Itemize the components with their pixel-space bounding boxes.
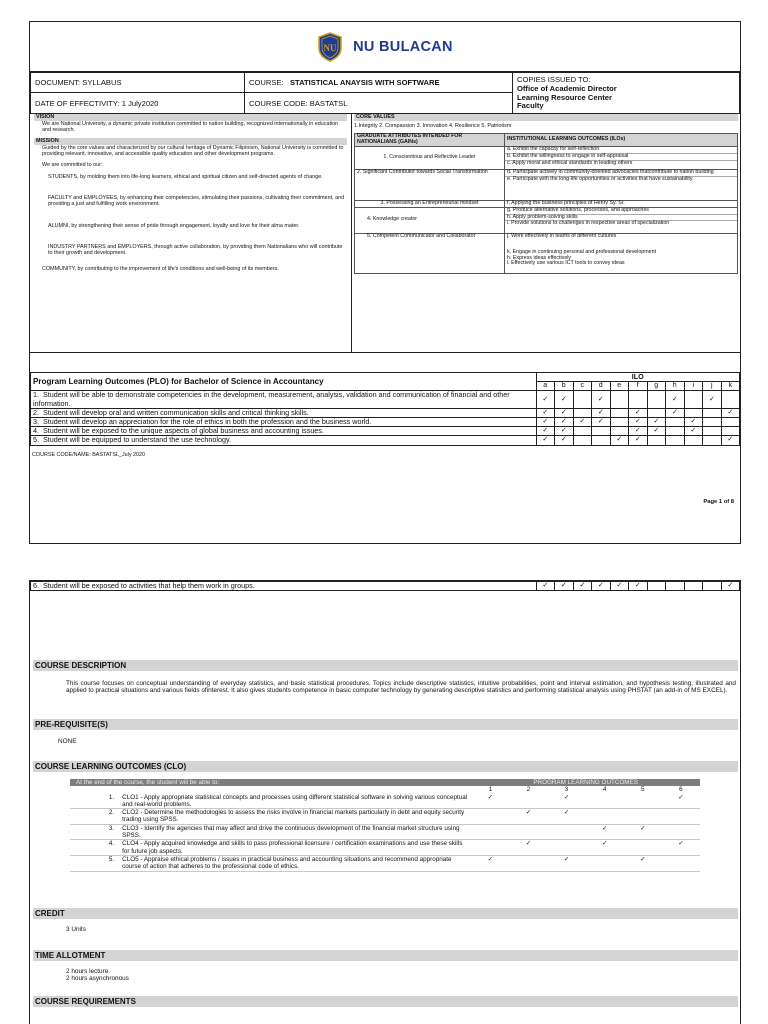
ilo-heading: INSTITUTIONAL LEARNING OUTCOMES (ILOs) — [505, 133, 738, 146]
ilo-check: ✓ — [536, 582, 555, 591]
effectivity-date: DATE OF EFFECTIVITY: 1 July2020 — [31, 93, 245, 114]
ilo-letter: k — [721, 382, 740, 391]
plo-statement — [31, 391, 537, 408]
ilo-letter: f — [629, 382, 648, 391]
ilo-check — [647, 436, 666, 445]
ilo-check — [684, 582, 703, 591]
plo-check — [624, 840, 662, 856]
gains-ilo-table — [354, 133, 738, 274]
copies-item: Faculty — [517, 101, 544, 111]
ilo-check: ✓ — [536, 408, 555, 417]
clo-text: CLO4 - Apply acquired knowledge and skills to pass professional licensure / certification examinations and use these skills for future job aspects. — [120, 840, 471, 856]
ilo-check: ✓ — [647, 418, 666, 427]
ilo-check: ✓ — [610, 582, 629, 591]
ilo-check — [666, 427, 685, 436]
ilo-check: ✓ — [684, 427, 703, 436]
mission-item: COMMUNITY, by contributing to the improvement of life's conditions and well-being of its members. — [42, 266, 279, 273]
ilo-check: ✓ — [629, 427, 648, 436]
ilo-check — [684, 436, 703, 445]
plo-text: Student will develop an appreciation for the role of ethics in both the profession and the business world. — [43, 417, 372, 427]
ilo-check: ✓ — [592, 582, 611, 591]
mission-item: ALUMNI, by strengthening their sense of pride through engagement, loyalty and love for their alma mater. — [48, 222, 300, 229]
plo-number: 6 — [679, 786, 683, 794]
plo-check — [509, 794, 547, 809]
course-description-text: This course focuses on conceptual understanding of everyday statistics, and basic statistical procedures. Topics include descriptive statistics, intuitive probabilities, point and interval estimation, and hypothesis testing, illustrated and applied to practical situations and various fields ofinterest. It also gives students competence in basic computer technology by generating descriptive statistics and performing statistical analysis using PHSTAT (an add-in of MS EXCEL). — [66, 680, 736, 695]
plo-text: Student will be equipped to understand the use technology. — [43, 435, 232, 445]
ilo-item: a. Exhibit the capacity for self-reflection — [505, 147, 737, 154]
document-header-table — [30, 72, 740, 114]
ilo-letter: i — [684, 382, 703, 391]
plo-check — [586, 809, 624, 825]
ilo-letter: c — [573, 382, 592, 391]
ilo-check — [629, 391, 648, 408]
ilo-item: j. Work effectively in teams of different cultures — [507, 232, 617, 239]
plo-number: 3 — [564, 786, 569, 794]
plo-check — [662, 855, 700, 871]
plo-number: 5. — [33, 435, 39, 445]
ilo-check: ✓ — [721, 582, 740, 591]
plo-number: 4 — [602, 786, 607, 794]
gain-attribute: 5. Competent Communicator and Collaborator — [355, 233, 505, 273]
clo-table — [70, 779, 700, 872]
ilo-check: ✓ — [721, 436, 740, 445]
nu-seal-logo — [317, 32, 343, 62]
ilo-cell — [505, 233, 738, 273]
plo-row — [31, 391, 740, 408]
ilo-letter: a — [536, 382, 555, 391]
ilo-check: ✓ — [555, 436, 574, 445]
plo-columns-heading: PROGRAM LEARNING OUTCOMES — [533, 779, 638, 786]
ilo-check: ✓ — [629, 436, 648, 445]
ilo-check: ✓ — [666, 408, 685, 417]
vision-text: We are National University, a dynamic private institution committed to nation building, recognized internationally in education and research. — [42, 120, 339, 133]
plo-number: 1. — [33, 390, 39, 400]
plo-check — [586, 794, 624, 809]
mission-commit: We are committed to our: — [42, 162, 103, 169]
gain-attribute: 2. Significant Contributor towards Social Transformation — [355, 169, 505, 200]
vision-heading: VISION — [34, 114, 347, 121]
plo-row — [31, 436, 740, 445]
ilo-check: ✓ — [592, 408, 611, 417]
gain-attribute: 1. Conscientious and Reflective Leader — [355, 146, 505, 169]
ilo-letter: e — [610, 382, 629, 391]
ilo-check — [610, 427, 629, 436]
ilo-check: ✓ — [536, 391, 555, 408]
plo-check — [509, 824, 547, 840]
ilo-check: ✓ — [629, 408, 648, 417]
ilo-check — [703, 436, 722, 445]
clo-row — [70, 809, 700, 825]
mission-item: INDUSTRY PARTNERS and EMPLOYERS, through active collaboration, by providing them Nationalians who will contribute to their growth and development. — [48, 243, 343, 257]
clo-intro: At the end of the course, the student will be able to: — [76, 779, 220, 786]
plo-row — [31, 582, 740, 591]
plo-check: ✓ — [624, 824, 662, 840]
plo-check — [547, 840, 585, 856]
clo-text: CLO5 - Appraise ethical problems / issues in practical business and accounting situations and recommend appropriate course of action that adheres to the professional code of ethics. — [120, 855, 471, 871]
ilo-item: e. Participate with the long-life opportunities or activities that have sustainability. — [507, 175, 694, 182]
ilo-check — [573, 391, 592, 408]
ilo-check — [666, 418, 685, 427]
prerequisite-heading: PRE-REQUISITE(S) — [33, 719, 738, 730]
credit-text: 3 Units — [66, 926, 86, 933]
ilo-check: ✓ — [536, 418, 555, 427]
plo-check: ✓ — [547, 855, 585, 871]
ilo-check: ✓ — [555, 582, 574, 591]
plo-check: ✓ — [471, 855, 509, 871]
ilo-check: ✓ — [629, 582, 648, 591]
ilo-check: ✓ — [555, 418, 574, 427]
plo-check — [471, 840, 509, 856]
ilo-check — [573, 427, 592, 436]
plo-heading: Program Learning Outcomes (PLO) for Bachelor of Science in Accountancy — [31, 373, 537, 391]
plo-check: ✓ — [509, 809, 547, 825]
ilo-cell — [505, 207, 738, 233]
plo-check — [586, 855, 624, 871]
course-label: COURSE: — [249, 78, 284, 87]
ilo-check: ✓ — [592, 391, 611, 408]
vision-mission-section — [30, 114, 740, 353]
plo-check: ✓ — [471, 794, 509, 809]
plo-check — [471, 824, 509, 840]
ilo-check — [573, 436, 592, 445]
ilo-check: ✓ — [555, 408, 574, 417]
ilo-check — [721, 427, 740, 436]
plo-check — [662, 809, 700, 825]
ilo-check — [721, 418, 740, 427]
brand-title: NU BULACAN — [353, 38, 453, 55]
plo-check: ✓ — [586, 824, 624, 840]
clo-number: 1. — [70, 794, 120, 809]
footer-course-note: COURSE CODE/NAME: BASTATSL_July 2020 — [32, 451, 146, 458]
ilo-check: ✓ — [573, 418, 592, 427]
page-number: Page 1 of 8 — [703, 499, 734, 505]
clo-number: 4. — [70, 840, 120, 856]
clo-row — [70, 840, 700, 856]
ilo-check: ✓ — [684, 418, 703, 427]
ilo-check — [684, 391, 703, 408]
plo-table — [30, 372, 740, 446]
clo-row — [70, 824, 700, 840]
mission-item: FACULTY and EMPLOYEES, by enhancing their competencies, stimulating their passions, cultivating their commitment, and providing a just and fulfilling work environment. — [48, 194, 345, 208]
plo-number: 5 — [641, 786, 645, 794]
ilo-check: ✓ — [610, 436, 629, 445]
ilo-check: ✓ — [721, 408, 740, 417]
course-description-heading: COURSE DESCRIPTION — [33, 660, 738, 671]
ilo-check — [647, 582, 666, 591]
clo-text: CLO1 - Apply appropriate statistical concepts and processes using different statistical software in solving various conceptual and real-world problems. — [120, 794, 471, 809]
ilo-check: ✓ — [536, 436, 555, 445]
clo-row — [70, 794, 700, 809]
clo-number: 2. — [70, 809, 120, 825]
plo-number-row — [70, 786, 700, 793]
plo-check: ✓ — [586, 840, 624, 856]
plo-number: 6. — [33, 581, 39, 590]
plo-check: ✓ — [662, 794, 700, 809]
prerequisite-text: NONE — [58, 738, 77, 745]
plo-check: ✓ — [662, 840, 700, 856]
ilo-check — [610, 408, 629, 417]
ilo-check — [573, 408, 592, 417]
plo-table-continued — [30, 581, 740, 591]
course-requirements-heading: COURSE REQUIREMENTS — [33, 996, 738, 1007]
ilo-check — [592, 436, 611, 445]
core-values-heading: CORE VALUES — [354, 114, 738, 121]
ilo-check — [703, 582, 722, 591]
ilo-item: d. Participate actively in community-oriented advocacies thatcontribute to nation building — [505, 170, 737, 177]
plo-text: Student will be able to demonstrate competencies in the development, measurement, analysis, validation and communication of financial and other information. — [33, 390, 510, 408]
course-code: COURSE CODE: BASTATSL — [245, 93, 513, 114]
ilo-letter: d — [592, 382, 611, 391]
course-title: STATISTICAL ANAYSIS WITH SOFTWARE — [289, 78, 440, 87]
ilo-item: i. Provide solutions to challenges in respective areas of specialization — [507, 220, 670, 227]
ilo-check: ✓ — [555, 427, 574, 436]
copies-item: Learning Resource Center — [517, 92, 612, 102]
ilo-check — [703, 418, 722, 427]
mission-heading: MISSION — [34, 138, 347, 145]
ilo-check — [721, 391, 740, 408]
ilo-item: g. Produce alternative solutions, processes, and approaches — [505, 208, 737, 215]
ilo-letter: b — [555, 382, 574, 391]
ilo-check — [610, 391, 629, 408]
clo-text: CLO3 - Identify the agencies that may affect and drive the continuous development of the financial market structure using SPSS. — [120, 824, 471, 840]
copies-cell — [513, 73, 740, 114]
ilo-item: f. Applying the business principles of Henry Sy. Sr. — [505, 200, 738, 207]
ilo-check: ✓ — [573, 582, 592, 591]
core-values-text: 1.Integrity 2. Compassion 3. Innovation 4. Resilience 5. Patriotism — [354, 122, 512, 129]
ilo-check — [647, 408, 666, 417]
ilo-cell — [505, 169, 738, 200]
plo-check — [624, 809, 662, 825]
ilo-letter: h — [666, 382, 685, 391]
plo-check — [509, 855, 547, 871]
ilo-check: ✓ — [629, 418, 648, 427]
ilo-item: h. Apply problem-solving skills — [505, 215, 737, 222]
clo-heading: COURSE LEARNING OUTCOMES (CLO) — [33, 761, 738, 772]
time-allotment-line: 2 hours asynchronous — [66, 975, 129, 982]
plo-number: 2 — [526, 786, 531, 794]
gains-heading: GRADUATE ATTRIBUTES INTENDED FOR NATIONALIANS (GAINs) — [355, 133, 505, 146]
plo-text: Student will be exposed to activities that help them work in groups. — [43, 581, 255, 590]
ilo-check — [647, 391, 666, 408]
ilo-check: ✓ — [555, 391, 574, 408]
core-values-column — [352, 114, 740, 352]
syllabus-page-1 — [29, 21, 741, 544]
gain-attribute: 4. Knowledge creator — [355, 207, 505, 233]
clo-row — [70, 855, 700, 871]
ilo-check: ✓ — [536, 427, 555, 436]
ilo-item: l. Effectively use various ICT tools to convey ideas — [507, 260, 625, 267]
clo-text: CLO2 - Determine the methodologies to assess the risks involve in financial markets particularly in debt and equity security trading using SPSS. — [120, 809, 471, 825]
ilo-letter: g — [647, 382, 666, 391]
ilo-check: ✓ — [666, 391, 685, 408]
plo-number: 3. — [33, 417, 39, 427]
mission-item: STUDENTS, by molding them into life-long learners, ethical and spiritual citizen and self-directed agents of change. — [48, 173, 323, 180]
plo-check — [624, 794, 662, 809]
syllabus-page-2 — [29, 580, 741, 1024]
svg-text:NU: NU — [323, 42, 337, 53]
vision-mission-column — [30, 114, 352, 352]
clo-number: 3. — [70, 824, 120, 840]
plo-check — [547, 824, 585, 840]
ilo-letter: j — [703, 382, 722, 391]
ilo-check: ✓ — [647, 427, 666, 436]
time-allotment-line: 2 hours lecture — [66, 968, 109, 975]
ilo-check — [703, 408, 722, 417]
letterhead — [30, 22, 740, 72]
gain-attribute: 3. Possessing an Entrepreneurial mindset — [355, 200, 505, 207]
plo-check: ✓ — [624, 855, 662, 871]
ilo-check — [610, 418, 629, 427]
plo-number: 2. — [33, 407, 39, 417]
mission-text: Guided by the core values and characterized by our cultural heritage of Dynamic Filipinism, National University is committed to providing relevant, innovative, and accessible quality education and other development programs. — [42, 144, 344, 158]
plo-check: ✓ — [509, 840, 547, 856]
credit-heading: CREDIT — [33, 908, 738, 919]
ilo-check — [703, 427, 722, 436]
plo-check — [471, 809, 509, 825]
document-label: DOCUMENT: SYLLABUS — [31, 73, 245, 93]
copies-label: COPIES ISSUED TO: — [517, 75, 591, 85]
plo-text: Student will be exposed to the unique aspects of global business and accounting issues. — [43, 426, 324, 436]
ilo-check — [592, 427, 611, 436]
ilo-item: h. Express ideas effectively — [507, 254, 572, 261]
plo-number: 4. — [33, 426, 39, 436]
ilo-check — [684, 408, 703, 417]
plo-check: ✓ — [547, 794, 585, 809]
time-allotment-heading: TIME ALLOTMENT — [33, 950, 738, 961]
ilo-column-group: ILO — [536, 373, 740, 382]
ilo-check — [666, 436, 685, 445]
plo-statement — [31, 436, 537, 445]
plo-check — [662, 824, 700, 840]
ilo-check — [666, 582, 685, 591]
ilo-item: c. Apply moral and ethical standards in leading others — [507, 159, 633, 166]
clo-number: 5. — [70, 855, 120, 871]
plo-statement — [31, 582, 537, 591]
ilo-item: k. Engage in continuing personal and professional development — [507, 248, 657, 255]
ilo-item: b. Exhibit the willingness to engage in self-appraisal — [505, 154, 737, 161]
plo-number: 1 — [488, 786, 493, 794]
ilo-check: ✓ — [592, 418, 611, 427]
course-cell — [245, 73, 513, 93]
copies-item: Office of Academic Director — [517, 83, 617, 93]
plo-check: ✓ — [547, 809, 585, 825]
ilo-cell — [505, 146, 738, 169]
plo-text: Student will develop oral and written communication skills and critical thinking skills. — [43, 407, 309, 417]
ilo-check: ✓ — [703, 391, 722, 408]
